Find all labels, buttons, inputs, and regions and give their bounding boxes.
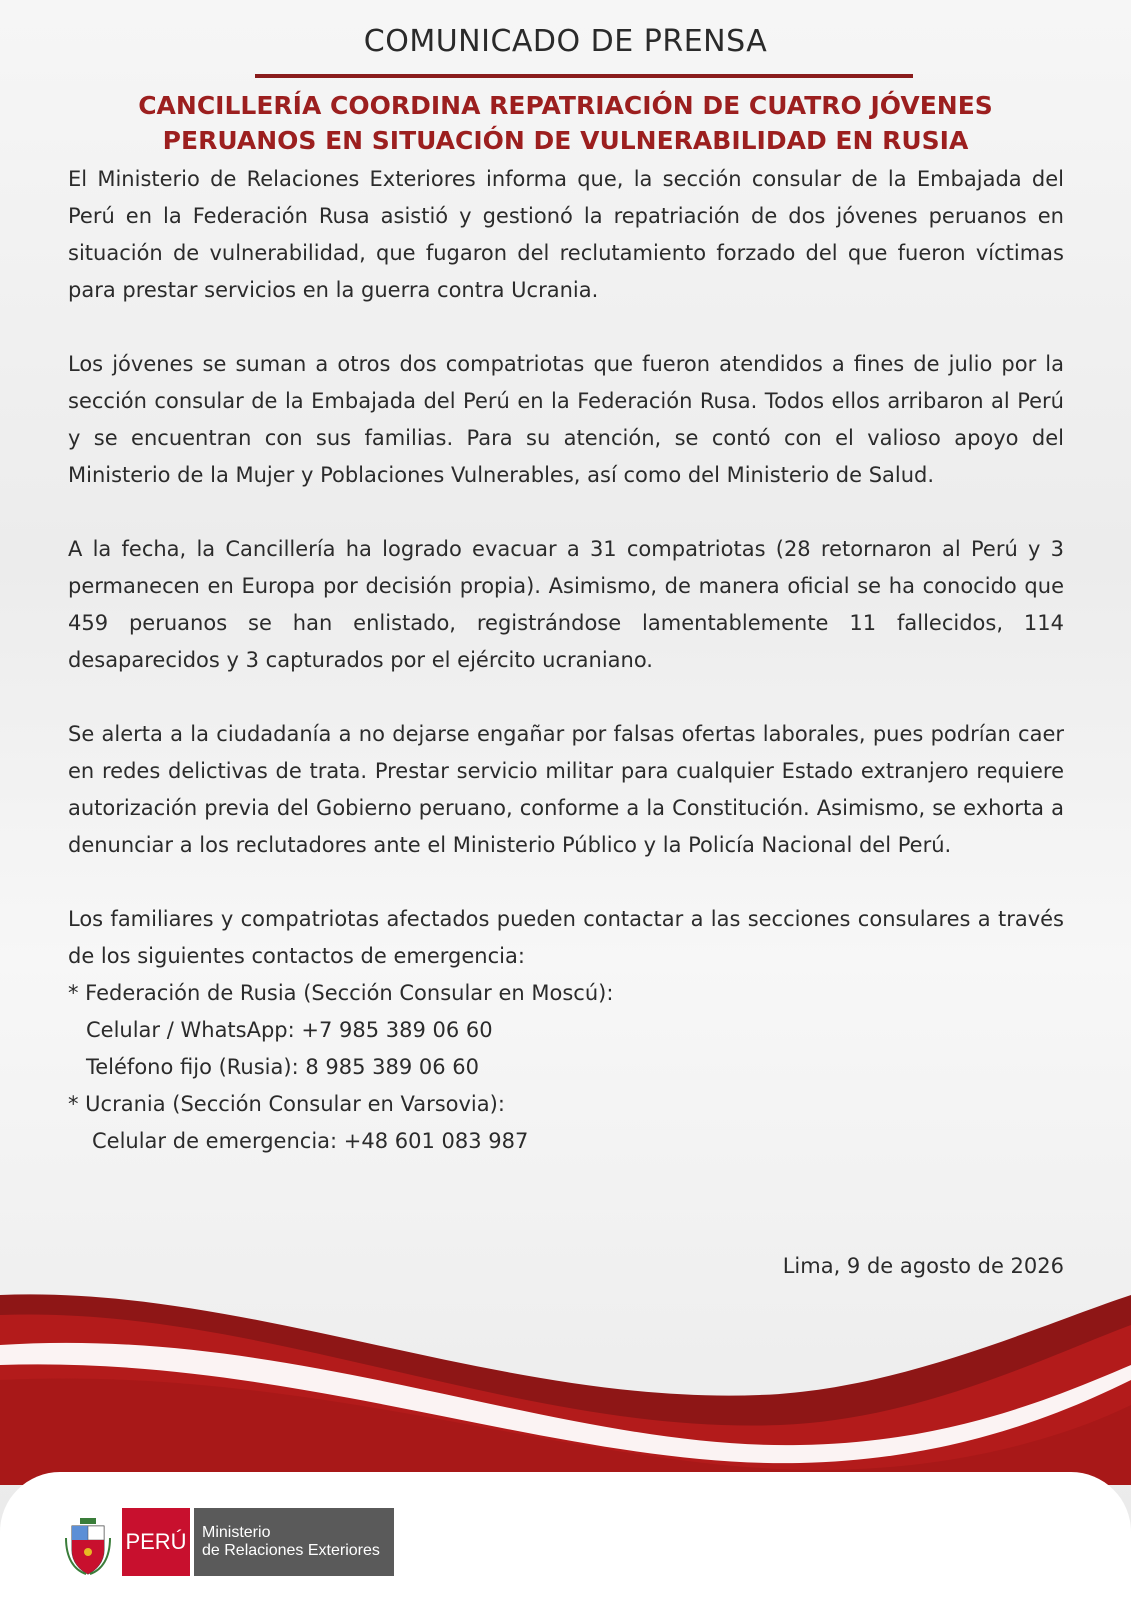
body-text: [68, 161, 1064, 1160]
page-title: COMUNICADO DE PRENSA: [363, 24, 768, 59]
contact-list: [68, 975, 1064, 1160]
paragraph-4: Se alerta a la ciudadanía a no dejarse engañar por falsas ofertas laborales, pues podrían caer en redes delictivas de trata. Prestar servicio militar para cualquier Estado extranjero requiere autorización previa del Gobierno peruano, conforme a la Constitución. Asimismo, se exhorta a denunciar a los reclutadores ante el Ministerio Público y la Policía Nacional del Perú.: [68, 722, 1064, 857]
date-line: Lima, 9 de agosto de 2026: [782, 1254, 1064, 1278]
headline-line-2: PERUANOS EN SITUACIÓN DE VULNERABILIDAD EN RUSIA: [162, 126, 969, 155]
flag-wave-decoration: [0, 1285, 1131, 1485]
contact-russia-mobile: Celular / WhatsApp: +7 985 389 06 60: [86, 1018, 493, 1042]
contact-ukraine-heading: * Ucrania (Sección Consular en Varsovia):: [68, 1092, 505, 1116]
headline-line-1: CANCILLERÍA COORDINA REPATRIACIÓN DE CUATRO JÓVENES: [138, 91, 993, 120]
ministry-logo: [64, 1508, 394, 1576]
ministry-name: [194, 1508, 394, 1576]
paragraph-3: A la fecha, la Cancillería ha logrado evacuar a 31 compatriotas (28 retornaron al Perú y 3 permanecen en Europa por decisión propia). Asimismo, de manera oficial se ha conocido que 459 peruanos se han enlistado, registrándose lamentablemente 11 fallecidos, 114 desaparecidos y 3 capturados por el ejército ucraniano.: [68, 537, 1064, 672]
paragraph-2: Los jóvenes se suman a otros dos compatriotas que fueron atendidos a fines de julio por la sección consular de la Embajada del Perú en la Federación Rusa. Todos ellos arribaron al Perú y se encuentran con sus familias. Para su atención, se contó con el valioso apoyo del Ministerio de la Mujer y Poblaciones Vulnerables, así como del Ministerio de Salud.: [68, 352, 1064, 487]
headline: [80, 88, 1051, 158]
ministry-line-2: de Relaciones Exteriores: [202, 1542, 380, 1559]
contact-russia-landline: Teléfono fijo (Rusia): 8 985 389 06 60: [86, 1055, 480, 1079]
contact-russia-heading: * Federación de Rusia (Sección Consular en Moscú):: [68, 981, 614, 1005]
title-underline: [255, 74, 913, 78]
coat-of-arms-icon: [64, 1508, 112, 1576]
contact-ukraine-mobile: Celular de emergencia: +48 601 083 987: [92, 1129, 529, 1153]
ministry-line-1: Ministerio: [202, 1524, 271, 1541]
peru-label: PERÚ: [122, 1508, 190, 1576]
paragraph-5: Los familiares y compatriotas afectados pueden contactar a las secciones consulares a través de los siguientes contactos de emergencia:: [68, 907, 1064, 968]
paragraph-1: El Ministerio de Relaciones Exteriores informa que, la sección consular de la Embajada del Perú en la Federación Rusa asistió y gestionó la repatriación de dos jóvenes peruanos en situación de vulnerabilidad, que fugaron del reclutamiento forzado del que fueron víctimas para prestar servicios en la guerra contra Ucrania.: [68, 167, 1064, 302]
